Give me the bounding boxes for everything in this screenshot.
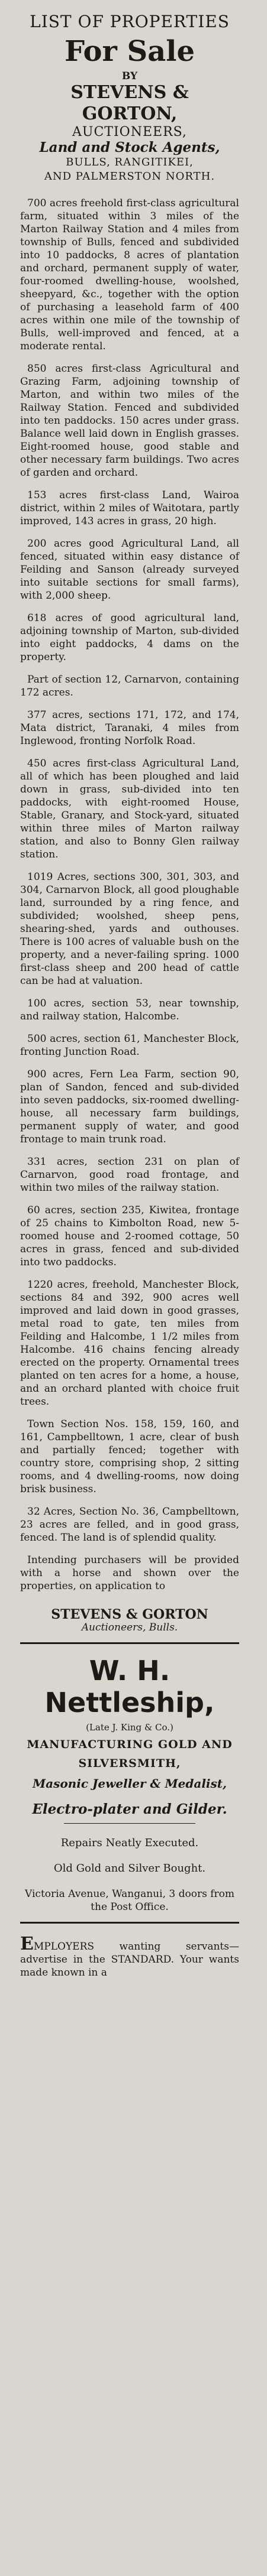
listing-item: 1019 Acres, sections 300, 301, 303, and 304, Carnarvon Block, all good ploughable land, surrounded by a ring fence, and subdivided; woolshed, sheep pens, shearing-shed, yards and outhouses. There is 100 acres of valuable bush on the property, and a never-failing spring. 1000 first-class sheep and 200 head of cattle can be had at valuation. xyxy=(20,871,239,987)
listing-item: 900 acres, Fern Lea Farm, section 90, plan of Sandon, fenced and sub-divided into seven paddocks, six-roomed dwelling-house, all necessary farm buildings, permanent supply of water, and good frontage to main trunk road. xyxy=(20,1068,239,1145)
advertiser-address: Victoria Avenue, Wanganui, 3 doors from the Post Office. xyxy=(25,1888,234,1913)
list-title: LIST OF PROPERTIES xyxy=(30,12,230,31)
gold-bought-line: Old Gold and Silver Bought. xyxy=(53,1862,206,1875)
manufacturing-line-2: SILVERSMITH, xyxy=(78,1757,181,1770)
land-stock-agents: Land and Stock Agents, xyxy=(39,139,220,155)
listing-item: 153 acres first-class Land, Wairoa district, within 2 miles of Waitotara, partly improved, 143 acres in grass, 20 high. xyxy=(20,489,239,527)
listing-item: 32 Acres, Section No. 36, Campbelltown, 23 acres are felled, and in good grass, fenced. The land is of splendid quality. xyxy=(20,1506,239,1544)
closing-block xyxy=(20,1554,239,1634)
electro-plater: Electro-plater and Gilder. xyxy=(32,1801,227,1817)
listing-item: 618 acres of good agricultural land, adjoining township of Marton, sub-divided into eight paddocks, 4 dams on the property. xyxy=(20,612,239,663)
closing-auctioneers: Auctioneers, Bulls. xyxy=(81,1622,178,1633)
listing-item: Part of section 12, Carnarvon, containing 172 acres. xyxy=(20,674,239,699)
advert-rule xyxy=(64,1823,195,1824)
masonic-jeweller: Masonic Jeweller & Medalist, xyxy=(32,1776,227,1791)
listing-item: 850 acres first-class Agricultural and Grazing Farm, adjoining township of Marton, and within two miles of the Railway Station. Fenced and subdivided into ten paddocks. 150 acres under grass. Balance well laid down in English grasses. Eight-roomed house, good stable and other necessary farm buildings. Two acres of garden and orchard. xyxy=(20,363,239,479)
auctioneers-label: AUCTIONEERS, xyxy=(72,125,187,139)
closing-text: Intending purchasers will be provided with a horse and shown over the properties, on application to xyxy=(20,1554,239,1592)
for-sale-heading: For Sale xyxy=(64,35,195,68)
property-listings xyxy=(20,197,239,1544)
advertiser-name: W. H. Nettleship, xyxy=(44,1655,215,1719)
closing-firm: STEVENS & GORTON xyxy=(51,1607,208,1622)
listing-item: 100 acres, section 53, near township, and railway station, Halcombe. xyxy=(20,998,239,1022)
listing-item: 200 acres good Agricultural Land, all fenced, situated within easy distance of Feilding and Sanson (already surveyed into suitable sections for small farms), with 2,000 sheep. xyxy=(20,538,239,602)
advert-column xyxy=(20,0,239,2576)
location-line-1: BULLS, RANGITIKEI, xyxy=(66,156,194,168)
firm-name: STEVENS & GORTON, xyxy=(70,82,189,124)
repairs-line: Repairs Neatly Executed. xyxy=(60,1837,199,1849)
employers-notice xyxy=(20,1934,239,1979)
advertiser-predecessor: (Late J. King & Co.) xyxy=(86,1722,173,1733)
location-line-2: AND PALMERSTON NORTH. xyxy=(44,170,215,183)
by-label: BY xyxy=(121,70,138,82)
manufacturing-line-1: MANUFACTURING GOLD AND xyxy=(27,1738,233,1751)
listing-item: 1220 acres, freehold, Manchester Block, sections 84 and 392, 900 acres well improved and laid down in good grasses, metal road to gate, ten miles from Feilding and Halcombe, 1 1/2 miles from Halcombe. 416 chains fencing already erected on the property. Ornamental trees planted on ten acres for a home, a house, and an orchard planted with choice fruit trees. xyxy=(20,1279,239,1408)
listing-item: 500 acres, section 61, Manchester Block, fronting Junction Road. xyxy=(20,1033,239,1058)
listing-item: Town Section Nos. 158, 159, 160, and 161, Campbelltown, 1 acre, clear of bush and partially fenced; together with country store, comprising shop, 2 sitting rooms, and 4 dwelling-rooms, now doing brisk business. xyxy=(20,1418,239,1495)
section-divider xyxy=(20,1642,239,1644)
listing-item: 450 acres first-class Agricultural Land, all of which has been ploughed and laid down in grass, sub-divided into ten paddocks, with eight-roomed House, Stable, Granary, and Stock-yard, situated within three miles of Marton railway station, and also to Bonny Glen railway station. xyxy=(20,758,239,860)
listing-item: 331 acres, section 231 on plan of Carnarvon, good road frontage, and within two miles of the railway station. xyxy=(20,1156,239,1194)
drop-capital: E xyxy=(20,1934,34,1954)
employers-text: MPLOYERS wanting servants—advertise in the STANDARD. Your wants made known in a xyxy=(20,1941,239,1979)
section-divider xyxy=(20,1922,239,1924)
nettleship-advert xyxy=(20,1655,239,1914)
property-list-header xyxy=(20,12,239,184)
listing-item: 60 acres, section 235, Kiwitea, frontage of 25 chains to Kimbolton Road, new 5-roomed house and 2-roomed cottage, 50 acres in grass, fenced and sub-divided into two paddocks. xyxy=(20,1204,239,1268)
listing-item: 377 acres, sections 171, 172, and 174, Mata district, Taranaki, 4 miles from Inglewood, fronting Norfolk Road. xyxy=(20,709,239,747)
listing-item: 700 acres freehold first-class agricultural farm, situated within 3 miles of the Marton Railway Station and 4 miles from township of Bulls, fenced and subdivided into 10 paddocks, 8 acres of plantation and orchard, permanent supply of water, four-roomed dwelling-house, woolshed, sheepyard, &c., together with the option of purchasing a leasehold farm of 400 acres within one mile of the township of Bulls, well-improved and fenced, at a moderate rental. xyxy=(20,197,239,352)
